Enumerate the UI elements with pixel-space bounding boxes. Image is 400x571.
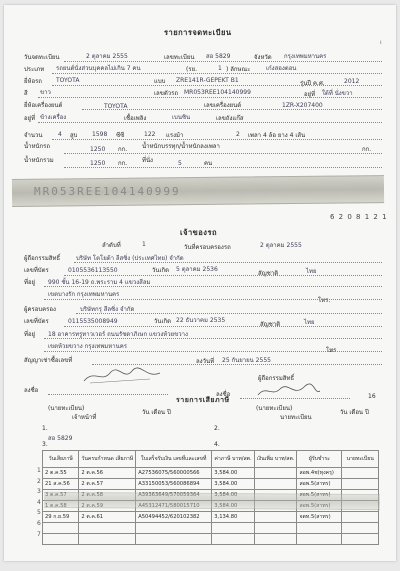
holder-tel-label: โทร. <box>326 347 339 354</box>
table-cell: จตท.5(สาทร) <box>297 512 342 523</box>
engine-brand-value: TOYOTA <box>104 103 128 110</box>
rt-value: 1 <box>218 65 222 72</box>
table-cell: 3,134.80 <box>212 512 255 523</box>
seats-unit: คน <box>204 160 213 167</box>
cyl-value: 4 <box>58 131 62 138</box>
reg-date-value: 2 ตุลาคม 2555 <box>86 53 128 60</box>
side-number: 6 2 0 8 1 2 1 <box>330 213 388 221</box>
model-label: แบบ <box>154 78 166 85</box>
table-cell: 3,584.00 <box>212 479 255 490</box>
row-mark: 3 <box>37 488 41 496</box>
official-signature-1 <box>80 365 170 387</box>
holder-birth-label: วันเกิด <box>154 318 172 325</box>
table-cell <box>212 534 255 545</box>
row-rule <box>38 97 382 98</box>
row-rule <box>74 262 382 263</box>
table-cell <box>254 512 297 523</box>
tax-slot-1-no: 1. <box>42 425 48 432</box>
total-weight-label: น้ำหนักรวม <box>24 157 54 164</box>
col-tax-amount: ค่าภาษี บาท/สต. <box>212 451 255 468</box>
engine-brand-label: ยี่ห้อเครื่องยนต์ <box>24 102 63 109</box>
sign-sub2-pre: (นายทะเบียน) <box>256 405 293 412</box>
engine-pos-label: อยู่ที่ <box>24 115 36 122</box>
hp-unit: แรงม้า <box>166 132 184 139</box>
holder-addr-line1: 18 อาคารทรูทาวเวอร์ ถนนรัชดาภิเษก แขวงห้วยขวาง <box>48 331 188 338</box>
holder-id-value: 0115535008949 <box>68 318 118 325</box>
rt-label: (รย. <box>186 66 197 73</box>
table-cell <box>297 534 342 545</box>
registration-document <box>4 5 396 561</box>
axle-text: เพลา 4 ล้อ ยาง 4 เส้น <box>248 132 306 139</box>
table-cell <box>136 523 212 534</box>
table-cell <box>342 479 379 490</box>
row-mark: 5 <box>37 509 41 517</box>
row-rule <box>44 338 382 339</box>
owner-date-label: วันที่ครอบครองรถ <box>184 244 231 251</box>
tax-slot-3-no: 3. <box>42 441 48 448</box>
chassis-pos-value: ใต้ที่ นั่งขวา <box>322 90 353 97</box>
table-cell: สอพ.4ช(ทุงครุ) <box>297 468 342 479</box>
fuel-label: เชื้อเพลิง <box>124 115 147 122</box>
page-number: 16 <box>368 393 376 400</box>
holder-nat-value: ไทย <box>304 319 315 326</box>
holder-label: ผู้ครอบครอง <box>24 306 56 313</box>
row-rule <box>38 122 382 123</box>
model-year-label: รุ่นปี ค.ศ. <box>300 80 325 87</box>
type-value: รถยนต์นั่งส่วนบุคคลไม่เกิน 7 คน <box>56 65 141 72</box>
row-mark: 7 <box>37 530 41 538</box>
weight-car-value: 1250 <box>90 146 106 153</box>
table-cell: A27536075/560000566 <box>136 468 212 479</box>
table-cell <box>254 479 297 490</box>
table-row <box>43 534 379 545</box>
model-value: ZRE141R-GEPEKT B1 <box>176 77 239 84</box>
table-cell: สอพ.5(สาทร) <box>297 479 342 490</box>
vin-watermark: MR053REE104140999 <box>34 185 181 198</box>
row-mark: 2 <box>37 477 41 485</box>
row-rule <box>64 153 382 154</box>
col-surcharge: เงินเพิ่ม บาท/สต. <box>254 451 297 468</box>
contract-date-label: ลงวันที่ <box>196 358 215 365</box>
cc-unit: ซีซี <box>116 132 125 139</box>
owner-nat-value: ไทย <box>306 268 317 275</box>
row-rule <box>64 326 382 327</box>
table-cell: 2 ต.ค.57 <box>79 479 136 490</box>
rights-name: บริษัท โตโยต้า ลีสซิ่ง (ประเทศไทย) จำกัด <box>76 255 184 262</box>
fuel-value: เบนซิน <box>172 114 191 121</box>
owner-title: เจ้าของรถ <box>180 228 218 237</box>
table-cell <box>342 512 379 523</box>
sign-date-label-2: วัน เดือน ปี <box>340 409 369 416</box>
col-receipt: ใบเสร็จรับเงิน เลขที่และเลขที่ <box>136 451 212 468</box>
document-title: รายการจดทะเบียน <box>164 28 232 37</box>
row-rule <box>64 61 382 62</box>
table-cell <box>79 523 136 534</box>
owner-birth-value: 5 ตุลาคม 2536 <box>176 266 218 273</box>
table-cell <box>136 534 212 545</box>
owner-nat-label: สัญชาติ <box>258 270 279 277</box>
total-weight-value: 1250 <box>90 160 106 167</box>
plate-value: สอ 5829 <box>206 53 231 60</box>
province-value: กรุงเทพมหานคร <box>284 53 327 60</box>
page-corner-mark: ı <box>380 39 382 46</box>
tax-table-header <box>43 451 379 468</box>
owner-seq-label: ลำดับที่ <box>102 242 121 249</box>
row-rule <box>52 139 382 140</box>
table-cell <box>212 523 255 534</box>
col-due-date: วันครบกำหนด เสียภาษี <box>79 451 136 468</box>
sign-sub1: เจ้าหน้าที่ <box>72 414 97 421</box>
engine-pos-value: ข้างเครื่อง <box>40 114 67 121</box>
table-cell: 2 ต.ค.56 <box>79 468 136 479</box>
table-row <box>43 468 379 479</box>
province-label: จังหวัด <box>254 54 272 61</box>
sign-sub1-pre: (นายทะเบียน) <box>48 405 85 412</box>
style-label: ) ลักษณะ <box>226 66 251 73</box>
weight-car-label: น้ำหนักรถ <box>24 143 51 150</box>
col-receiver: ผู้รับชำระ <box>297 451 342 468</box>
hp-value: 122 <box>144 131 156 138</box>
chassis-value: MR053REE104140999 <box>184 89 251 96</box>
seats-label: ที่นั่ง <box>142 157 153 164</box>
col-registrar: นายทะเบียน <box>342 451 379 468</box>
table-cell <box>254 523 297 534</box>
row-rule <box>52 85 382 86</box>
table-cell <box>342 534 379 545</box>
owner-tel-label: โทร. <box>318 297 331 304</box>
table-cell <box>342 468 379 479</box>
table-cell: 3,584.00 <box>212 468 255 479</box>
model-year-value: 2012 <box>344 78 360 85</box>
table-cell: 2 ต.ค.61 <box>79 512 136 523</box>
row-rule <box>44 299 382 300</box>
color-label: สี <box>24 90 28 97</box>
table-cell <box>43 534 79 545</box>
sign-role-rights: ผู้ถือกรรมสิทธิ์ <box>258 375 295 382</box>
tax-slot-1-value: สอ 5829 <box>48 435 73 442</box>
chassis-label: เลขตัวรถ <box>154 90 178 97</box>
table-cell: A50494452/620102382 <box>136 512 212 523</box>
row-mark: 4 <box>37 498 41 506</box>
cc-value: 1598 <box>92 131 108 138</box>
owner-birth-label: วันเกิด <box>152 267 170 274</box>
holder-nat-label: สัญชาติ <box>260 321 281 328</box>
owner-seq-value: 1 <box>142 241 146 248</box>
table-row <box>43 523 379 534</box>
holder-name: บริษัทกรุ สีลซิ่ง จำกัด <box>80 306 135 313</box>
owner-addr-line2: เขตบางรัก กรุงเทพมหานคร <box>48 291 120 298</box>
table-cell <box>297 523 342 534</box>
rights-label: ผู้ถือกรรมสิทธิ์ <box>24 255 61 262</box>
row-rule <box>44 286 382 287</box>
engine-no-value: 1ZR-X207400 <box>282 102 323 109</box>
brand-label: ยี่ห้อรถ <box>24 78 42 85</box>
table-cell: 21 ส.ค.56 <box>43 479 79 490</box>
owner-addr-line1: 990 ชั้น 16-19 ถ.พระราม 4 แขวงสีลม <box>48 279 151 286</box>
reg-date-label: วันจดทะเบียน <box>24 54 60 61</box>
tax-slot-2-no: 2. <box>214 425 220 432</box>
holder-id-label: เลขที่บัตร <box>24 318 49 325</box>
table-cell: 2 ต.ค.55 <box>43 468 79 479</box>
tank-label: เลขถังแก๊ส <box>216 115 244 122</box>
brand-value: TOYOTA <box>56 77 80 84</box>
total-weight-unit: กก. <box>118 160 128 167</box>
row-mark: 1 <box>37 467 41 474</box>
row-mark: 6 <box>37 520 41 527</box>
row-rule <box>76 313 382 314</box>
engine-no-label: เลขเครื่องยนต์ <box>204 102 242 109</box>
owner-id-label: เลขที่บัตร <box>24 267 49 274</box>
holder-birth-value: 22 ธันวาคม 2535 <box>176 317 226 324</box>
table-cell <box>254 468 297 479</box>
table-cell <box>254 534 297 545</box>
sign-label-1: ลงชื่อ <box>24 387 39 394</box>
chassis-pos-label: อยู่ที่ <box>304 91 316 98</box>
owner-date-value: 2 ตุลาคม 2555 <box>260 242 302 249</box>
sign-label-2: ลงชื่อ <box>216 391 231 398</box>
load-label: น้ำหนักบรรทุก/น้ำหนักลงเพลา <box>142 143 220 150</box>
color-value: ขาว <box>40 89 51 96</box>
seats-value: 5 <box>178 160 182 167</box>
holder-addr-line2: เขตห้วยขวาง กรุงเทพมหานคร <box>48 343 127 350</box>
tape-strip-lower <box>44 492 380 510</box>
table-cell <box>79 534 136 545</box>
load-unit: กก. <box>362 146 372 153</box>
sign-sub2: นายทะเบียน <box>280 414 312 421</box>
row-rule <box>52 73 382 74</box>
contract-label: สัญญาเช่าซื้อเลขที่ <box>24 357 73 364</box>
owner-id-value: 0105536113550 <box>68 267 118 274</box>
row-rule <box>82 109 382 110</box>
row-rule <box>44 351 382 352</box>
tax-title: รายการเสียภาษี <box>176 396 230 404</box>
table-cell <box>43 523 79 534</box>
row-rule <box>64 275 382 276</box>
contract-date-value: 25 กันยายน 2555 <box>222 357 271 364</box>
type-label: ประเภท <box>24 66 45 73</box>
owner-addr-label: ที่อยู่ <box>24 279 36 286</box>
table-row <box>43 479 379 490</box>
axle-count: 2 <box>236 131 240 138</box>
signature-line <box>240 398 350 399</box>
cyl-label: จำนวน <box>24 132 43 139</box>
style-value: เก๋งสองตอน <box>266 65 297 72</box>
col-tax-date: วันเสียภาษี <box>43 451 79 468</box>
table-cell: A33150053/560086894 <box>136 479 212 490</box>
cyl-unit: สูบ <box>70 132 78 139</box>
table-cell: 29 ก.ย.59 <box>43 512 79 523</box>
table-row <box>43 512 379 523</box>
plate-label: เลขทะเบียน <box>164 54 195 61</box>
tax-slot-4-no: 4. <box>214 441 220 448</box>
row-rule <box>64 167 382 168</box>
signature-line <box>48 394 168 395</box>
table-cell <box>342 523 379 534</box>
sign-date-label-1: วัน เดือน ปี <box>142 409 171 416</box>
weight-unit: กก. <box>118 146 128 153</box>
holder-addr-label: ที่อยู่ <box>24 331 36 338</box>
